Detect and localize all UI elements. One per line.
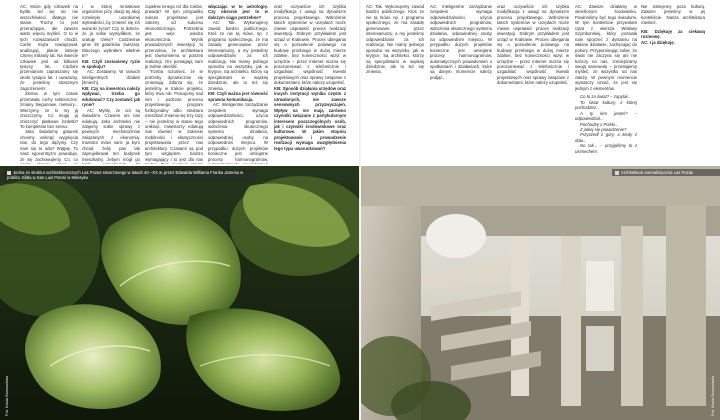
poem-line: Przyszedł z góry, a kiedy z dołu... — [575, 132, 637, 143]
interview-closing: AC: I ja dziękuję. — [641, 39, 675, 45]
interview-question: KB: Czy na inwestora należy wpływać, trzeba go edukować? Czy zostawić jak rynie? — [82, 85, 140, 108]
poem-line: Co to za świat? – zapytał... — [580, 94, 631, 100]
paragraph: Ziemia w tym czasie przetrwała ruchy tektoniczne, zmiany biegunowe, meteory... Wierzymy, że to my ją zniszczymy. Co mogę ją zniszczyć płatkowe bzdetki? To kompletnie bez sensu. — [20, 91, 78, 129]
text-column-3 — [145, 4, 203, 164]
photo-credit-right: Fot. Kasia Brzozańska — [710, 375, 715, 416]
text-column-5 — [274, 4, 346, 164]
photo-caption-right — [612, 169, 720, 176]
architecture-photo — [361, 166, 720, 420]
text-column-r2 — [430, 4, 492, 164]
paragraph: AC: Tak. Wykonujemy zawód bardzo publicznego. Ktoś ze nie tą mówi, np. z programu społecznego, że ma zasadę generowane przez interesariuszy, a my jesteśmy odpowiedzialni za ich realizację. Nie mamy jednego sposobu na wszystko, jak w krytyce. Są architekci, którzy są specjalistami w wąskiej dziedzinie, ale to też się zmienia. — [366, 4, 424, 75]
paragraph: zupełnie innego niż dla Ciebie, prawda? W tym przypadku sukces projektowe jest zależny od sukcesu ekonomicznego. Potrzebna jest więc wiedza ekonomiczna. Wynik prowadzonych inwestycji to przenośnia, że architektura jest równomierna w potrzeb realizacji. Oni pomagają nam je trafnie określić. — [145, 4, 203, 69]
interview-question: KB: Dziękuję za ciekawą rozmowę. — [641, 28, 705, 40]
paragraph: AC: Inteligentne zarządzanie zespołem wymaga odpowiedzialności, użycia odpowiednich programów, wdrożenia skutecznego systemu działania, odpowiedniej osoby na odpowiednim miejscu. W przypadku dużych projektów konieczne jest umiejętne procesy harmonogramów, automatycznych powiadomień o spotkaniach i działaniach, które są danym momencie należy podjąć, — [430, 4, 492, 80]
foliage-image — [0, 166, 359, 420]
poem-line: Z jakiej się powodzenie? — [580, 126, 627, 132]
text-column-2 — [82, 4, 140, 164]
photo-caption-left — [4, 169, 255, 181]
paragraph: oraz oczywiście ich szybka modyfikacja z uwagi na dynamizm procesu projektowego. Wdrożenie takich systemów w urzędach może równie usprawnić proces realizacji inwestycji. Dobrym przykładem jest urząd w Krakowie. Proces ubiegania się o pozwolenie polowego na budowę przebiega w dużej mierze zdalnie, bez konieczności wizyt w urzędzie – przez internet można się porozumiewać z telefonicznie i uzgadniać wspólność kwestii projektowych oraz sprawy związane z dokumentami, które należy uzupełnić. — [274, 4, 346, 86]
text-column-6 — [575, 4, 637, 164]
text-column-7 — [641, 4, 705, 164]
caption-text: Jedna ze struktur architektonicznych Las Pozas stworzonego w latach 40.–XX w. przez Edwarda Williama Franka Jamesa w pobliżu Xilitla w San Luis Potosí w Meksyku — [7, 170, 244, 180]
poem-line: A ty kim jesteś? – odpowiedział... — [575, 110, 637, 122]
text-column-r3 — [497, 4, 569, 164]
paragraph: oraz oczywiście ich szybka modyfikacja z uwagi na dynamizm procesu projektowego. Wdrożenie takich systemów w urzędach może równie usprawnić proces realizacji inwestycji. Dobrym przykładem jest urząd w Krakowie. Proces ubiegania się o pozwolenie polowego na budowę przebiega w dużej mierze zdalnie, bez konieczności wizyt w urzędzie – przez internet można się porozumiewać z telefonicznie i uzgadniać wspólność kwestii projektowych oraz sprawy związane z dokumentami, które należy uzupełnić. — [497, 4, 569, 86]
paragraph: AC: Może gdy człowiek na bydle, też się nic nie wszechświeci dlatego nie stanie. Trochę to jest przerażające, ale zawsze warto więcej myśleć. O to w tych rozważaniach chodzi. Carlin mąża nawiązywał, analizując, planie istnieje czterej miliardy lat. Na świecie człowiek jest od kilkuset tysięcy lat. Ciężkim przemianom zapraszamy się około tysiąca lat. I uważamy, że jesteśmy strasznym zagrożeniem! — [20, 4, 78, 91]
paragraph: AC: Inteligentne zarządzanie zespołem wymaga odpowiedzialności, użycia odpowiednich programów, wdrożenia skutecznego systemu działania, odpowiedniej osoby na odpowiednim miejscu. W przypadku dużych projektów konieczne jest umiejętne procesy harmonogramów, — [208, 102, 268, 162]
caption-marker-icon — [615, 171, 619, 175]
caption-marker-icon — [7, 171, 11, 175]
concrete-structure-image — [361, 166, 720, 420]
paragraph: Trzeba rozumieć, że te potrzeby dynamicznie się zmieniają. Zdarza się, że jesteśmy w trakcie projektu, który trwa rok. Pracujemy nad nim i podczas procesu projektowego program funkcjonalny albo struktura mieszkań zmienia się trzy razy – nie jesteśmy w stanie tego uniknąć. Inwestorzy edukują nas również w zakresie mobilności i elastyczności projektowania przez nas architektury. Czasami są pod tym względem bardzo wymagający i to jest dla nas — [145, 69, 203, 162]
poem-line: To świat kultury, z której pochodzisz... — [575, 99, 637, 111]
interview-question: KB: Sposób działania urzędów oraz innych instytucji wynika często z utrwalonych, nie zawsze sensownych przyzwyczajeń. Wpływ na nie mają zarówno czynniki związane z partykularnym interesem poszczególnych osób, jak i czynniki środowiskowe oraz kulturowe. W jakim stopniu projektowanie i prowadzenie realizacji wymaga uwzględnienia tego typu uwarunkowań? — [274, 85, 346, 151]
paragraph: AC: Myślę, że oni są świadomi. Czasem oni nas edukują. Jako architekci nie zdajemy sobie sprawy z pewnych mechanizmów związanych z ekonomią. Inwestor mówi nam: ja bym chciał, żeby pan tak zaprojektował ten budynek mieszkalny, żebym mógł go — [82, 107, 140, 162]
text-column-r1 — [366, 4, 424, 164]
text-column-1 — [20, 4, 78, 164]
poem-line: Pochodzę z Polski... — [580, 121, 619, 127]
paragraph: Nie istniejemy poza kulturą. Zawsze jesteśmy w jej kontekście. Nasza architektura również. — [641, 4, 705, 26]
interview-question: KB: Czyli ważna jest równość sprawna komunikacja. — [208, 91, 268, 102]
interview-question: włączając w to astrologię. Czy obecnie jest to w dalszym ciągu potrzebne? — [208, 4, 268, 20]
caption-text: Architektura surrealistyczna Las Pozas — [621, 170, 694, 175]
poem-line: No tak... – przyjęliśmy to z uśmiechem. — [575, 143, 637, 154]
paragraph: AC: Tak. Wykonujemy zawód bardzo publicznego. Ktoś ze nie tą mówi, np. z programu społecznego, że ma zasadę generowane przez interesariuszy, a my jesteśmy odpowiedzialni za ich realizację. Nie mamy jednego sposobu na wszystko, jak w krytyce. Są architekci, którzy są specjalistami w wąskiej dziedzinie, ale to też się zmienia. — [208, 20, 268, 91]
plant-photo — [0, 166, 359, 420]
paragraph: AC: Zawsze działamy w określonym środowisku. Powinniśmy być tego świadomi. W tym kontekście przywołam cytat z wiersza Wisławy Szymborskiej, który pozwala nam spojrzeć z dystansu na własne działanie, zachęcając do pokory. Przypominając sobie, że świat nie zaczyna się ani nie kończy na nas, zmniejszamy swoją samowolę – przestajemy myśleć, że wszystko od nas zależy. W pewnym momencie wystarczy uznać, że jest się jednym z elementów. — [575, 4, 637, 91]
interview-question: KB: Czyli zostaniemy ryzie w spokoju? — [82, 58, 140, 69]
text-column-4 — [208, 4, 268, 164]
paragraph: i w której mrówkowe organizmie przy okazji tej akcji rozwinęło uosobionej wytrwałości, by zmienić się ich warunki życia? Czy to dobrze, że ja sobie wymyśliłem, że uratuję rzekę? Codziennie ginie 25 gatunków zwierząt. Dlaczego wybrałem właśnie te? — [82, 4, 140, 59]
photo-credit-left: Fot. Kasia Brzozańska — [4, 375, 9, 416]
paragraph: AC: Zostawmy. W ramach inteligentnych działań [śmiech]. — [82, 69, 140, 86]
page-gutter — [359, 0, 361, 420]
paragraph: Jako świadomy gatunek chcemy uniknąć wygnięcia nas, do tego dążymy. Czy nam się to uda? Wątpię. To nasz egocentryzm powoduje, że się zachowujemy. Co, co — [20, 129, 78, 162]
